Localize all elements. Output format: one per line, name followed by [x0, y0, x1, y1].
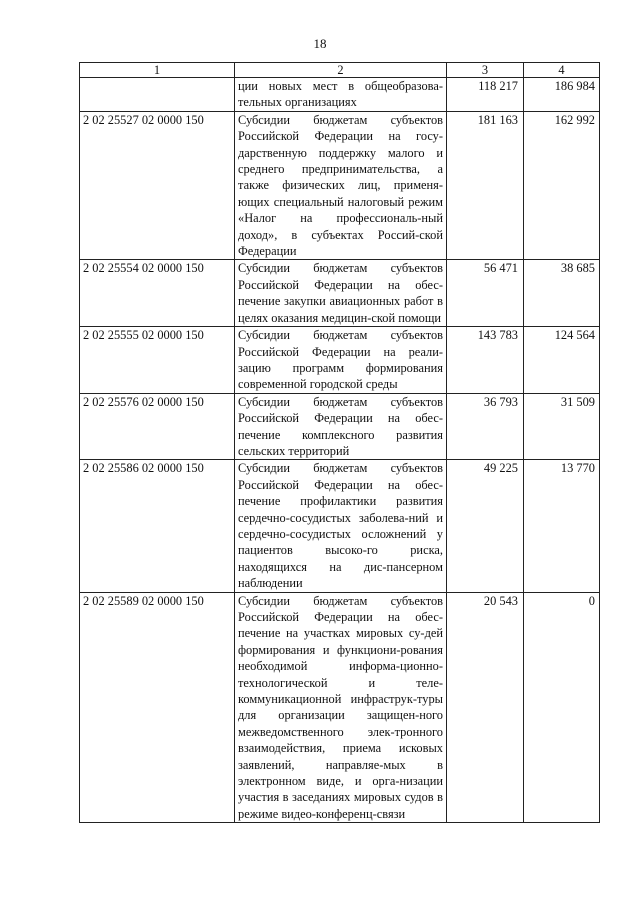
- table-row: [80, 111, 600, 260]
- table-row: [80, 460, 600, 592]
- row-value-col3: 56 471: [447, 260, 524, 327]
- row-value-col4: 38 685: [524, 260, 600, 327]
- row-value-col4: 162 992: [524, 111, 600, 260]
- row-code: [80, 78, 235, 112]
- table-header-row: [80, 63, 600, 78]
- row-value-col3: 49 225: [447, 460, 524, 592]
- row-description: Субсидии бюджетам субъектов Российской Федерации на реали-зацию программ формирования современной городской среды: [235, 327, 447, 394]
- row-description: Субсидии бюджетам субъектов Российской Федерации на обес-печение профилактики развития сердечно-сосудистых заболева-ний и сердечно-сосудистых осложнений у пациентов высоко-го риска, находящихся на дис-пансерном наблюдении: [235, 460, 447, 592]
- row-description: Субсидии бюджетам субъектов Российской Федерации на обес-печение комплексного развития сельских территорий: [235, 393, 447, 460]
- table-row: [80, 592, 600, 823]
- row-value-col3: 143 783: [447, 327, 524, 394]
- table-row: [80, 260, 600, 327]
- row-description: Субсидии бюджетам субъектов Российской Федерации на госу-дарственную поддержку малого и среднего предпринимательства, а также физических лиц, применя-ющих специальный налоговый режим «Налог на профессиональ-ный доход», в субъектах Россий-ской Федерации: [235, 111, 447, 260]
- table-row: [80, 327, 600, 394]
- row-value-col4: 31 509: [524, 393, 600, 460]
- header-col-1: 1: [80, 63, 235, 78]
- row-description: ции новых мест в общеобразова-тельных организациях: [235, 78, 447, 112]
- table-row: [80, 78, 600, 112]
- row-code: 2 02 25589 02 0000 150: [80, 592, 235, 823]
- header-col-3: 3: [447, 63, 524, 78]
- row-value-col3: 20 543: [447, 592, 524, 823]
- row-value-col4: 13 770: [524, 460, 600, 592]
- row-code: 2 02 25576 02 0000 150: [80, 393, 235, 460]
- row-code: 2 02 25527 02 0000 150: [80, 111, 235, 260]
- row-value-col4: 124 564: [524, 327, 600, 394]
- header-col-4: 4: [524, 63, 600, 78]
- page-number: 18: [313, 36, 327, 51]
- row-value-col3: 181 163: [447, 111, 524, 260]
- table-row: [80, 393, 600, 460]
- row-value-col4: 186 984: [524, 78, 600, 112]
- row-description: Субсидии бюджетам субъектов Российской Федерации на обес-печение на участках мировых су-дей формирования и функциони-рования необходимой информа-ционно-технологической и теле-коммуникационной инфраструк-туры для организации защищен-ного межведомственного элек-тронного взаимодействия, приема исковых заявлений, направляе-мых в электронном виде, и орга-низации участия в заседаниях мировых судов в режиме видео-конференц-связи: [235, 592, 447, 823]
- row-value-col3: 36 793: [447, 393, 524, 460]
- row-value-col4: 0: [524, 592, 600, 823]
- header-col-2: 2: [235, 63, 447, 78]
- row-value-col3: 118 217: [447, 78, 524, 112]
- row-code: 2 02 25554 02 0000 150: [80, 260, 235, 327]
- row-code: 2 02 25555 02 0000 150: [80, 327, 235, 394]
- budget-table: [79, 62, 600, 823]
- row-description: Субсидии бюджетам субъектов Российской Федерации на обес-печение закупки авиационных работ в целях оказания медицин-ской помощи: [235, 260, 447, 327]
- row-code: 2 02 25586 02 0000 150: [80, 460, 235, 592]
